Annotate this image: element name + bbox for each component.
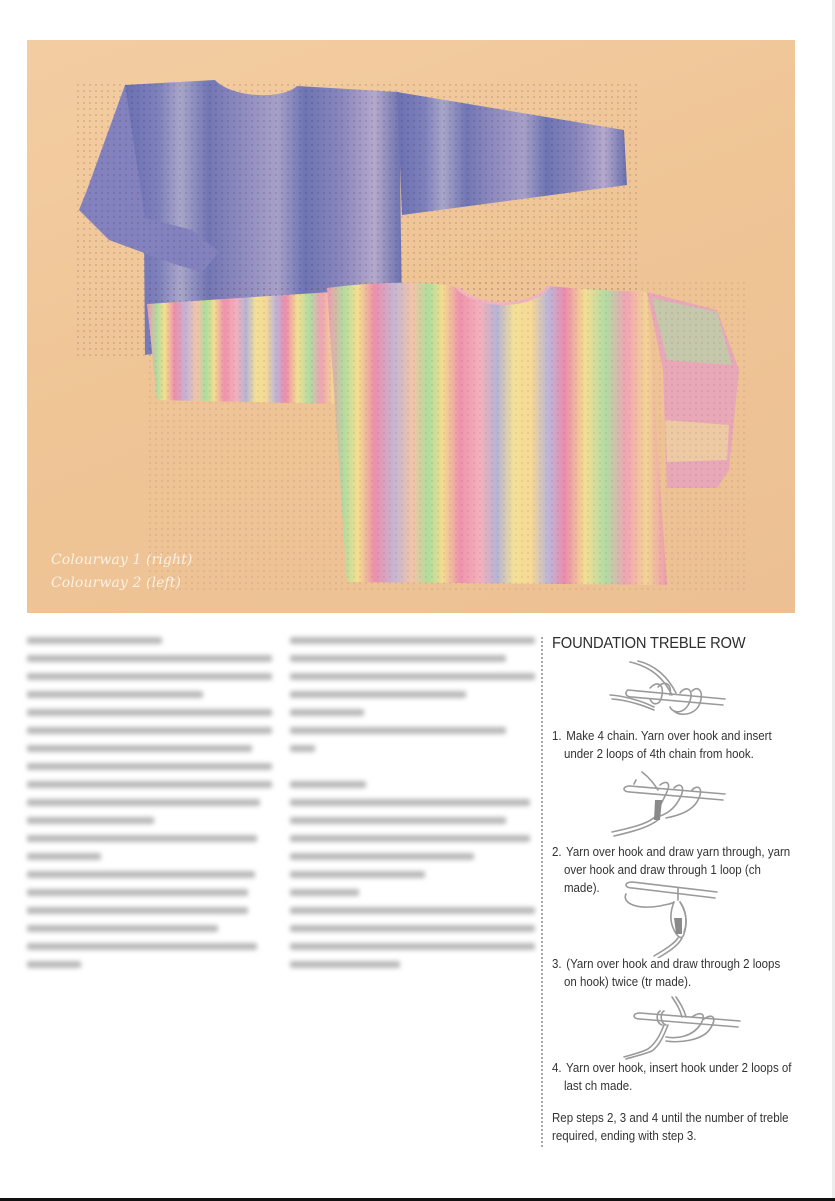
section-title: FOUNDATION TREBLE ROW (552, 635, 746, 652)
step-3-crochet-illustration-icon (612, 878, 722, 958)
blurred-text-line (27, 817, 154, 824)
blurred-text-line (290, 781, 366, 788)
blurred-text-line (290, 673, 535, 680)
blurred-text-line (27, 637, 162, 644)
blurred-text-line (27, 727, 272, 734)
blurred-text-line (290, 691, 466, 698)
step-1-crochet-illustration-icon (600, 655, 730, 725)
blurred-text-line (27, 763, 272, 770)
blurred-text-line (290, 907, 535, 914)
blurred-text-line (290, 817, 506, 824)
blurred-text-line (27, 781, 272, 788)
blurred-text-line (27, 961, 81, 968)
blurred-text-line (27, 925, 218, 932)
blurred-text-column-middle (290, 637, 535, 979)
instructions-panel (552, 635, 812, 653)
step-2-crochet-illustration-icon (600, 770, 730, 845)
blurred-text-line (290, 709, 364, 716)
blurred-text-line (27, 799, 260, 806)
blurred-text-line (27, 835, 257, 842)
blurred-text-line (290, 637, 535, 644)
blurred-text-column-left (27, 637, 272, 979)
blurred-text-line (290, 889, 359, 896)
colourway-1-sweater (27, 40, 795, 613)
blurred-text-line (27, 673, 272, 680)
blurred-text-line (290, 853, 474, 860)
step-4: 4. Yarn over hook, insert hook under 2 loops of last ch made. (552, 1061, 792, 1093)
step-3: 3. (Yarn over hook and draw through 2 loops on hook) twice (tr made). (552, 957, 781, 989)
blurred-text-line (290, 943, 535, 950)
step-4-crochet-illustration-icon (612, 995, 742, 1060)
blurred-text-line (290, 961, 400, 968)
blurred-text-line (290, 727, 506, 734)
blurred-text-line (27, 745, 252, 752)
blurred-text-line (290, 835, 530, 842)
blurred-text-line (27, 871, 255, 878)
blurred-text-line (290, 655, 506, 662)
step-2: 2. Yarn over hook and draw yarn through, yarn over hook and draw through 1 loop (ch made). (552, 845, 791, 895)
blurred-text-line (290, 799, 530, 806)
blurred-text-line (27, 907, 248, 914)
blurred-text-line (290, 745, 315, 752)
blurred-text-line (27, 691, 203, 698)
caption-colourway-2: Colourway 2 (left) (51, 575, 182, 591)
caption-colourway-1: Colourway 1 (right) (51, 552, 193, 568)
blurred-text-line (27, 709, 272, 716)
blurred-text-line (290, 925, 535, 932)
blurred-text-line (27, 853, 101, 860)
step-1: 1. Make 4 chain. Yarn over hook and insert under 2 loops of 4th chain from hook. (552, 729, 772, 761)
blurred-text-line (290, 871, 425, 878)
blurred-text-line (27, 889, 248, 896)
instructions-footer: Rep steps 2, 3 and 4 until the number of treble required, ending with step 3. (552, 1111, 789, 1143)
blurred-text-line (27, 943, 257, 950)
sweaters-photo (27, 40, 795, 613)
dotted-column-divider (541, 637, 543, 1147)
blurred-text-line (27, 655, 272, 662)
